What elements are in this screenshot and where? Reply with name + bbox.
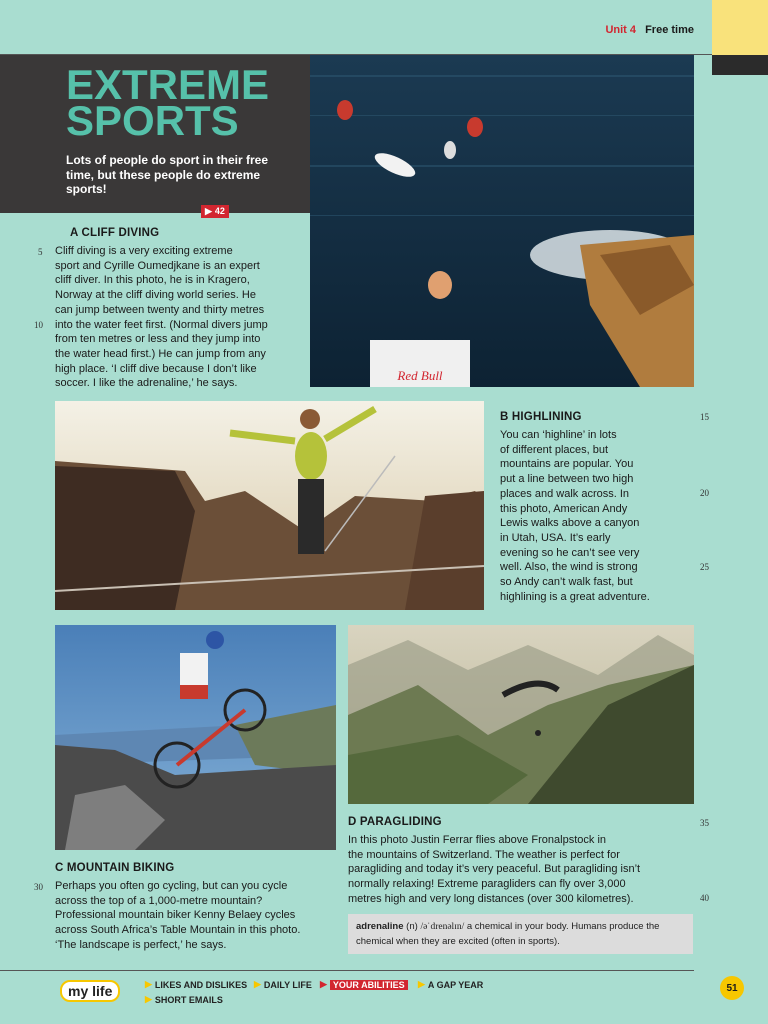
unit-title: Free time [645,24,694,36]
section-b-heading: B HIGHLINING [500,411,582,423]
line-number-10: 10 [34,320,43,330]
section-b-text [500,428,700,604]
section-d-line-5: metres high and very long distances (over 300 kilometres). [348,892,634,905]
section-d-heading: D PARAGLIDING [348,816,442,828]
glossary-definition: a chemical in your body. Humans produce the chemical when they are excited (often in sports). [356,921,660,947]
intro-text: Lots of people do sport in their free time, but these people do extreme sports! [66,153,269,196]
section-b-line-12: highlining is a great adventure. [500,590,650,603]
footer-nav-label: DAILY LIFE [263,979,312,990]
photo-mountain-biking [55,625,336,850]
section-a-line-6: into the water feet first. (Normal divers jump [55,318,268,331]
my-life-logo: my life [60,980,120,1002]
section-c-heading: C MOUNTAIN BIKING [55,862,175,874]
section-b-line-10: well. Also, the wind is strong [500,561,638,574]
section-c-line-3: Professional mountain biker Kenny Belaey cycles [55,909,296,922]
section-a-line-7: from ten metres or less and they jump into [55,333,261,346]
section-d-line-3: paragliding and today it’s very peaceful. But paragliding isn’t [348,863,641,876]
section-a-line-1: Cliff diving is a very exciting extreme [55,245,233,257]
glossary-box [348,914,693,954]
page-title [66,61,270,144]
photo-paragliding [348,625,694,804]
yellow-tab [712,0,768,55]
section-a-line-4: Norway at the cliff diving world series. He [55,289,256,302]
triangle-icon: ▶ [418,979,425,989]
audio-track-button[interactable] [201,205,229,218]
glossary-word: adrenaline [356,921,404,932]
section-b-line-2: of different places, but [500,443,609,456]
play-icon: ▶ [205,206,212,216]
triangle-icon: ▶ [145,994,152,1004]
footer-nav-daily-life[interactable] [254,979,312,990]
footer-nav-label: LIKES AND DISLIKES [154,979,248,990]
section-d-line-4: normally relaxing! Extreme paragliders can fly over 3,000 [348,878,626,891]
line-number-15: 15 [700,412,709,422]
section-b-line-3: mountains are popular. You [500,458,634,471]
photo-cliff-diving [310,55,694,387]
section-c-line-2: across the top of a 1,000-metre mountain? [55,894,263,907]
triangle-icon: ▶ [254,979,261,989]
footer-nav-short-emails[interactable] [145,994,223,1005]
footer-nav-gap-year[interactable] [418,979,483,990]
title-line-2: SPORTS [66,97,239,144]
section-a-line-3: cliff diver. In this photo, he is in Kragero, [55,274,250,287]
footer-nav-likes[interactable] [145,979,247,990]
line-number-40: 40 [700,893,709,903]
section-c-line-1: Perhaps you often go cycling, but can you cycle [55,880,288,892]
footer-rule [0,970,694,971]
section-a-line-2: sport and Cyrille Oumedjkane is an expert [55,259,260,272]
section-d-line-1: In this photo Justin Ferrar flies above Fronalpstock in [348,834,607,846]
section-b-line-8: in Utah, USA. It’s early [500,531,611,544]
section-a-line-9: high place. ‘I cliff dive because I don’t like [55,362,257,375]
section-a-text [55,244,310,391]
section-b-line-9: evening so he can’t see very [500,546,640,559]
page-number: 51 [720,976,744,1000]
section-b-line-1: You can ‘highline’ in lots [500,429,617,441]
unit-number: Unit 4 [605,24,637,36]
track-number: 42 [214,206,225,216]
triangle-icon: ▶ [145,979,152,989]
section-c-line-5: ‘The landscape is perfect,’ he says. [55,938,227,951]
footer-nav-label: A GAP YEAR [427,979,484,990]
section-a-line-10: soccer. I like the adrenaline,’ he says. [55,377,238,390]
title-box [0,55,310,213]
section-b-line-6: this photo, American Andy [500,502,628,515]
line-number-25: 25 [700,562,709,572]
title-line-1: EXTREME [66,61,270,108]
photo-highlining [55,401,484,610]
glossary-pos: (n) [406,921,418,932]
footer-nav-label-active: YOUR ABILITIES [330,980,408,990]
line-number-30: 30 [34,882,43,892]
section-a-heading: A CLIFF DIVING [70,227,160,239]
section-d-line-2: the mountains of Switzerland. The weather is perfect for [348,848,620,861]
footer-nav-label: SHORT EMAILS [154,994,223,1005]
red-bull-sign: Red Bull [397,368,443,383]
line-number-20: 20 [700,488,709,498]
section-a-line-8: the water head first.) He can jump from any [55,347,266,360]
section-c-text [55,879,345,953]
section-b-line-11: so Andy can’t walk fast, but [500,576,633,589]
section-d-text [348,833,698,907]
glossary-pronunciation: /əˈdrenəlɪn/ [420,922,465,932]
dark-tab [712,55,768,75]
section-b-line-5: places and walk across. In [500,487,630,500]
section-a-line-5: can jump between twenty and thirty metres [55,303,265,316]
line-number-5: 5 [38,247,43,257]
line-number-35: 35 [700,818,709,828]
triangle-icon: ▶ [320,979,327,989]
section-b-line-7: Lewis walks above a canyon [500,517,640,530]
unit-header [605,24,694,36]
footer-nav-your-abilities[interactable] [320,979,408,990]
section-b-line-4: put a line between two high [500,473,634,486]
section-c-line-4: across South Africa’s Table Mountain in this photo. [55,924,301,937]
